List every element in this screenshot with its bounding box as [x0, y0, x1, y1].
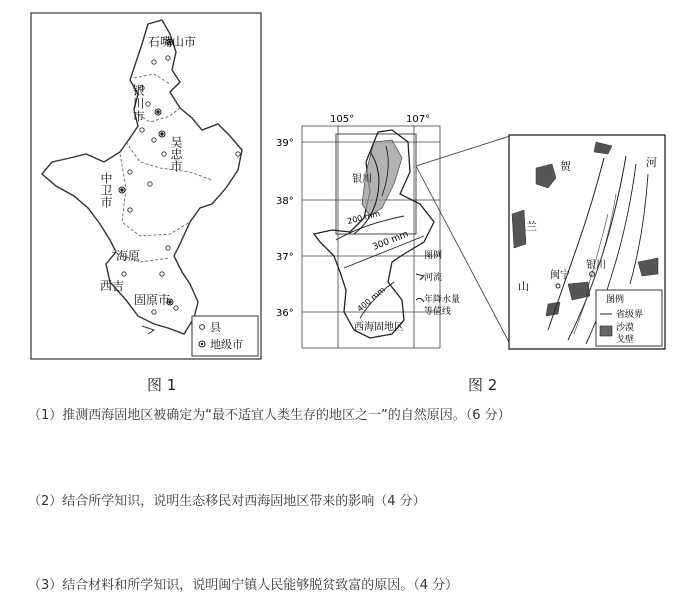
inset-legend-title: 图例: [606, 295, 625, 305]
figure-1-caption: 图 1: [147, 376, 177, 394]
question-1: （1）推测西海固地区被确定为“最不适宜人类生存的地区之一”的自然原因。（6 分）: [28, 408, 511, 423]
question-3: （3）结合材料和所学知识，说明闽宁镇人民能够脱贫致富的原因。（4 分）: [28, 578, 459, 593]
fig2-legend-isohyet-1: 年降水量: [424, 295, 461, 305]
inset-legend-desert-1: 沙漠: [616, 323, 635, 333]
figure-1-map: [30, 12, 262, 360]
iso-300: 300 mm: [371, 229, 410, 253]
lat-36: 36°: [276, 308, 294, 319]
lat-38: 38°: [276, 196, 294, 207]
inset-river-label: 河: [646, 156, 657, 169]
inset-helan-1: 贺: [560, 160, 571, 173]
inset-helan-3: 山: [518, 280, 529, 293]
lat-39: 39°: [276, 138, 294, 149]
label-xiji: 西吉: [100, 279, 125, 293]
fig2-legend-isohyet-2: 等值线: [424, 307, 452, 317]
inset-legend-desert-2: 戈壁: [616, 335, 635, 345]
fig2-region-label: 西海固地区: [354, 322, 404, 333]
iso-400: 400 mm: [355, 285, 387, 314]
label-haiyuan: 海原: [116, 249, 141, 263]
lon-107: 107°: [406, 114, 431, 125]
inset-legend-boundary: 省级界: [616, 310, 644, 320]
figure-2-caption: 图 2: [468, 376, 498, 394]
question-2: （2）结合所学知识，说明生态移民对西海固地区带来的影响（4 分）: [28, 494, 426, 509]
ningxia-outline: [42, 20, 242, 334]
lat-37: 37°: [276, 252, 294, 263]
label-yinchuan: [131, 84, 145, 123]
inset-connectors: [400, 130, 520, 350]
fig2-label-yinchuan: 银川: [352, 174, 372, 185]
city-markers: [119, 39, 173, 305]
legend-city: 地级市: [210, 338, 243, 351]
label-yinchuan-v: 银川市: [131, 84, 145, 123]
inset-legend: [596, 290, 662, 346]
inset-minning: 闽宁: [550, 270, 570, 281]
inset-yinchuan: 银川: [586, 260, 606, 271]
fig2-legend-river: 河流: [424, 273, 443, 283]
label-guyuan: 固原市: [134, 293, 171, 307]
figure-2-inset: [508, 134, 666, 350]
lon-105: 105°: [330, 114, 355, 125]
label-wuzhong: 吴忠市: [169, 136, 183, 172]
fig1-legend: [192, 316, 258, 356]
fig2-legend-title: 图例: [424, 251, 443, 261]
label-shizuishan: 石嘴山市: [148, 35, 197, 49]
label-zhongwei: 中卫市: [99, 172, 113, 208]
iso-200: 200 mm: [346, 209, 381, 226]
inset-helan-2: 兰: [526, 220, 537, 233]
legend-county: 县: [210, 321, 221, 334]
